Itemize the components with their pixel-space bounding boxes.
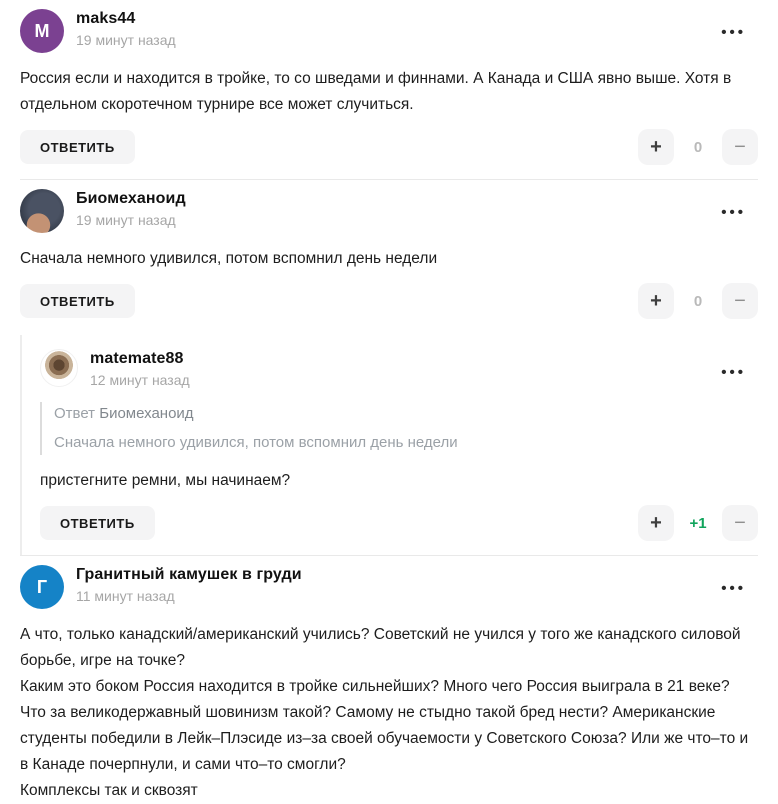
comment-author[interactable]: Гранитный камушек в груди [76, 566, 302, 583]
comment-body [20, 66, 758, 118]
comment-paragraph: Комплексы так и сквозят [20, 782, 198, 799]
quote-reply-label: Ответ [54, 405, 96, 422]
plus-icon: + [650, 136, 662, 158]
comment-body [40, 468, 758, 494]
comment-reply [40, 335, 758, 555]
comment-meta [76, 565, 302, 604]
comment-header [20, 189, 758, 233]
comment-timestamp: 12 минут назад [90, 372, 190, 388]
minus-icon: − [734, 290, 746, 312]
vote-controls [638, 505, 758, 541]
comment-actions [40, 505, 758, 555]
comment-actions [20, 283, 758, 333]
more-options-icon: ••• [721, 580, 746, 597]
plus-icon: + [650, 290, 662, 312]
comment-timestamp: 19 минут назад [76, 212, 176, 228]
comment-paragraph: А что, только канадский/американский учились? Советский не учился у того же канадского силовой борьбе, игре на точке? [20, 626, 741, 669]
comment-header [20, 565, 758, 609]
comment-header [20, 9, 758, 53]
comment-paragraph: Россия если и находится в тройке, то со шведами и финнами. А Канада и США явно выше. Хотя в отдельном скоротечном турнире все может случиться. [20, 70, 732, 113]
reply-button[interactable]: ОТВЕТИТЬ [40, 506, 155, 540]
comment-author[interactable]: Биомеханоид [76, 190, 186, 207]
downvote-button[interactable] [722, 505, 758, 541]
quote-text: Сначала немного удивился, потом вспомнил день недели [54, 434, 458, 451]
comment-paragraph: пристегните ремни, мы начинаем? [40, 472, 291, 489]
vote-count: 0 [693, 292, 703, 310]
comment [20, 556, 758, 804]
comment-author[interactable]: maks44 [76, 10, 136, 27]
minus-icon: − [734, 512, 746, 534]
comment-timestamp: 19 минут назад [76, 32, 176, 48]
quote-header [54, 404, 758, 424]
upvote-button[interactable] [638, 283, 674, 319]
comment-paragraph: Каким это боком Россия находится в тройке сильнейших? Много чего Россия выиграла в 21 веке? Что за великодержавный шовинизм такой? Самому не стыдно такой бред нести? Американские студенты победили в Лейк–Плэсиде из–за своей обучаемости у Советского Союза? Или же что–то и в Канаде почерпнули, и сами что–то смогли? [20, 678, 749, 773]
reply-thread [20, 335, 758, 555]
user-avatar[interactable]: Г [20, 565, 64, 609]
comment-body [20, 246, 758, 272]
vote-controls [638, 129, 758, 165]
comment-meta [76, 9, 176, 48]
comment-meta [90, 349, 190, 388]
user-avatar-tiger[interactable] [40, 349, 78, 387]
reply-button[interactable]: ОТВЕТИТЬ [20, 284, 135, 318]
comment-header [40, 349, 758, 388]
upvote-button[interactable] [638, 505, 674, 541]
more-options-icon: ••• [721, 24, 746, 41]
more-options-icon: ••• [721, 364, 746, 381]
comment-menu-button[interactable] [715, 575, 752, 602]
quoted-parent-comment[interactable] [40, 402, 758, 455]
comment-menu-button[interactable] [715, 359, 752, 386]
comment-author[interactable]: matemate88 [90, 350, 184, 367]
downvote-button[interactable] [722, 283, 758, 319]
comment-menu-button[interactable] [715, 199, 752, 226]
reply-button[interactable]: ОТВЕТИТЬ [20, 130, 135, 164]
upvote-button[interactable] [638, 129, 674, 165]
quote-author: Биомеханоид [99, 405, 194, 422]
minus-icon: − [734, 136, 746, 158]
comment-menu-button[interactable] [715, 19, 752, 46]
user-avatar-photo[interactable] [20, 189, 64, 233]
comment-actions [20, 129, 758, 179]
comment [20, 180, 758, 555]
comment-meta [76, 189, 186, 228]
user-avatar[interactable]: M [20, 9, 64, 53]
more-options-icon: ••• [721, 204, 746, 221]
plus-icon: + [650, 512, 662, 534]
vote-count: +1 [689, 514, 707, 532]
downvote-button[interactable] [722, 129, 758, 165]
vote-count: 0 [693, 138, 703, 156]
comment-paragraph: Сначала немного удивился, потом вспомнил день недели [20, 250, 438, 267]
vote-controls [638, 283, 758, 319]
comment-timestamp: 11 минут назад [76, 588, 175, 604]
comment [20, 0, 758, 179]
comment-body [20, 622, 758, 804]
